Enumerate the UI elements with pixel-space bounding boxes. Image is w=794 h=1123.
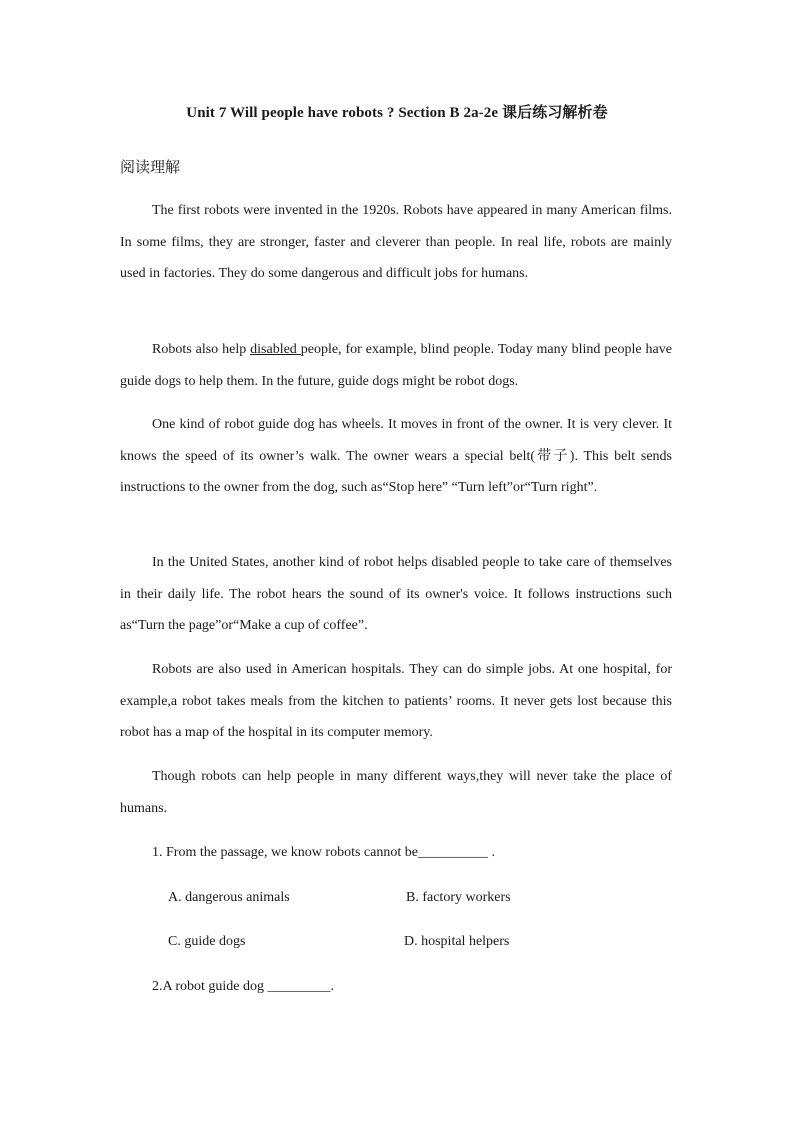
underlined-word: disabled (250, 342, 301, 357)
question-1-option-c: C. guide dogs (168, 934, 246, 949)
question-1-option-b: B. factory workers (406, 890, 511, 905)
passage-paragraph-2 (120, 334, 672, 397)
section-heading: 阅读理解 (120, 158, 181, 176)
question-1-option-d: D. hospital helpers (404, 934, 510, 949)
passage-paragraph-4: In the United States, another kind of robot helps disabled people to take care of themselves in their daily life. The robot hears the sound of its owner's voice. It follows instructions such as“Turn the page”or“Make a cup of coffee”. (120, 555, 672, 633)
paragraph-2-text-end: people, for example, blind people. Today many blind people have guide dogs to help them. In the future, guide dogs might be robot dogs. (120, 342, 672, 389)
question-2-stem: 2.A robot guide dog _________. (152, 979, 334, 994)
question-1-option-a: A. dangerous animals (168, 890, 290, 905)
passage-paragraph-5: Robots are also used in American hospitals. They can do simple jobs. At one hospital, for example,a robot takes meals from the kitchen to patients’ rooms. It never gets lost because this robot has a map of the hospital in its computer memory. (120, 662, 672, 740)
paragraph-2-text-start: Robots also help (152, 342, 251, 357)
passage-paragraph-6: Though robots can help people in many different ways,they will never take the place of humans. (120, 769, 672, 816)
document-title: Unit 7 Will people have robots ? Section B 2a-2e 课后练习解析卷 (186, 105, 608, 121)
passage-paragraph-1: The first robots were invented in the 1920s. Robots have appeared in many American films. In some films, they are stronger, faster and cleverer than people. In real life, robots are mainly used in factories. They do some dangerous and difficult jobs for humans. (120, 203, 672, 281)
question-1-stem: 1. From the passage, we know robots cannot be__________ . (152, 845, 495, 860)
passage-paragraph-3: One kind of robot guide dog has wheels. It moves in front of the owner. It is very clever. It knows the speed of its owner’s walk. The owner wears a special belt(带子). This belt sends instructions to the owner from the dog, such as“Stop here” “Turn left”or“Turn right”. (120, 417, 672, 495)
